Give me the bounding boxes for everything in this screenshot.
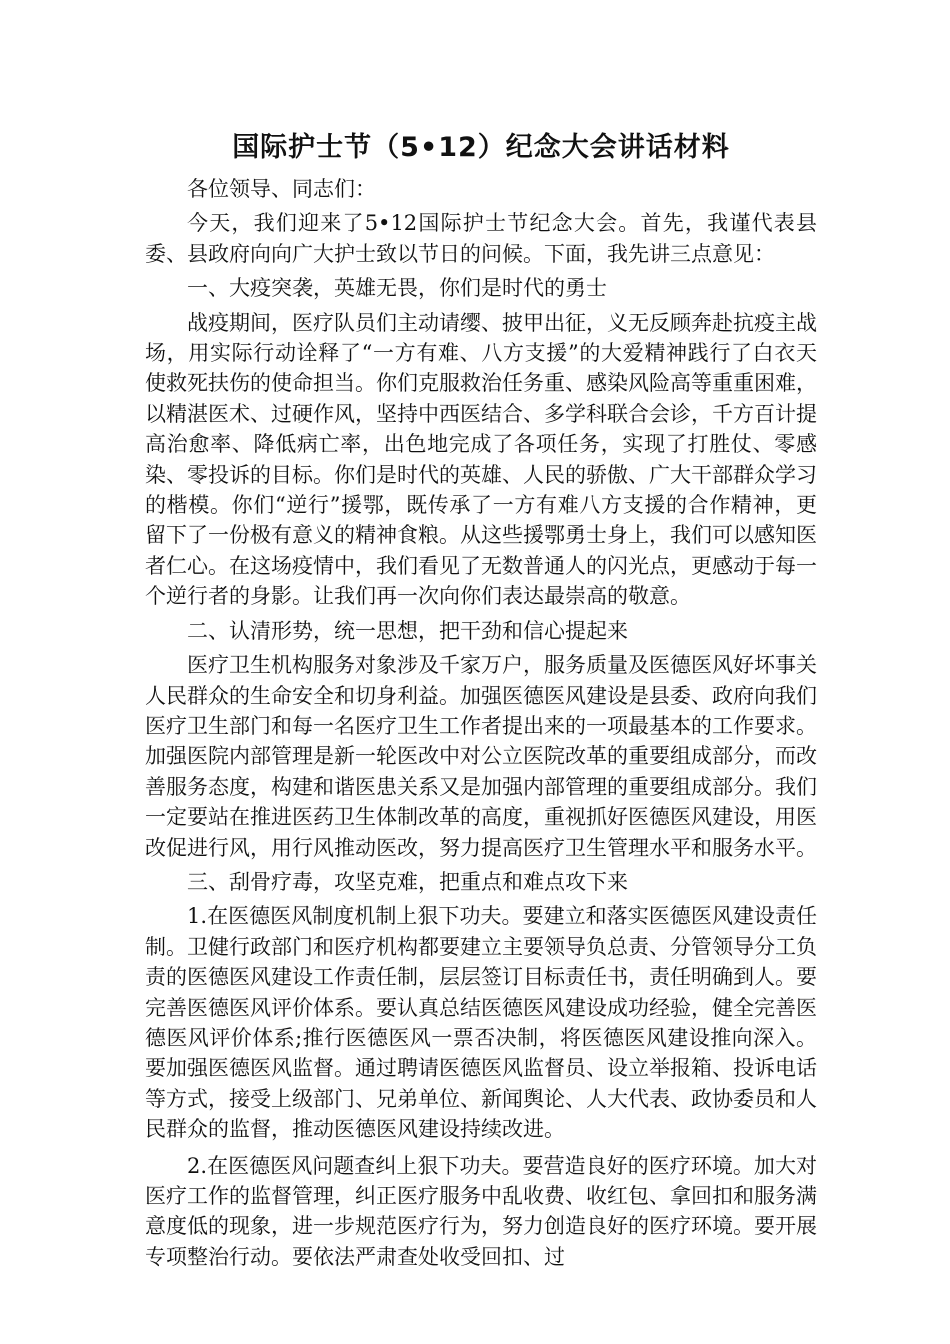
section-2-body: 医疗卫生机构服务对象涉及千家万户，服务质量及医德医风好坏事关人民群众的生命安全和切身利益。加强医德医风建设是县委、政府向我们医疗卫生部门和每一名医疗卫生工作者提出来的一项最基本的工作要求。加强医院内部管理是新一轮医改中对公立医院改革的重要组成部分，而改善服务态度，构建和谐医患关系又是加强内部管理的重要组成部分。我们一定要站在推进医药卫生体制改革的高度，重视抓好医德医风建设，用医改促进行风，用行风推动医改，努力提高医疗卫生管理水平和服务水平。	[145, 653, 817, 860]
section-heading-2: 二、认清形势，统一思想，把干劲和信心提起来	[187, 618, 628, 643]
section-3-item-1: 1.在医德医风制度机制上狠下功夫。要建立和落实医德医风建设责任制。卫健行政部门和医疗机构都要建立主要领导负总责、分管领导分工负责的医德医风建设工作责任制，层层签订目标责任书，责任明确到人。要完善医德医风评价体系。要认真总结医德医风建设成功经验，健全完善医德医风评价体系;推行医德医风一票否决制，将医德医风建设推向深入。要加强医德医风监督。通过聘请医德医风监督员、设立举报箱、投诉电话等方式，接受上级部门、兄弟单位、新闻舆论、人大代表、政协委员和人民群众的监督，推动医德医风建设持续改进。	[145, 904, 817, 1142]
section-heading-1: 一、大疫突袭，英雄无畏，你们是时代的勇士	[187, 276, 607, 301]
document-page	[145, 128, 817, 1276]
section-3-item-2: 2.在医德医风问题查纠上狠下功夫。要营造良好的医疗环境。加大对医疗工作的监督管理，纠正医疗服务中乱收费、收红包、拿回扣和服务满意度低的现象，进一步规范医疗行为，努力创造良好的医疗环境。要开展专项整治行动。要依法严肃查处收受回扣、过	[145, 1153, 817, 1269]
salutation: 各位领导、同志们：	[187, 177, 376, 201]
document-title: 国际护士节（5•12）纪念大会讲话材料	[232, 132, 730, 163]
section-heading-3: 三、刮骨疗毒，攻坚克难，把重点和难点攻下来	[187, 869, 628, 894]
opening-paragraph: 今天，我们迎来了5•12国际护士节纪念大会。首先，我谨代表县委、县政府向向广大护士致以节日的问候。下面，我先讲三点意见：	[145, 211, 817, 266]
section-1-body: 战疫期间，医疗队员们主动请缨、披甲出征，义无反顾奔赴抗疫主战场，用实际行动诠释了“一方有难、八方支援”的大爱精神践行了白衣天使救死扶伤的使命担当。你们克服救治任务重、感染风险高等重重困难，以精湛医术、过硬作风，坚持中西医结合、多学科联合会诊，千方百计提高治愈率、降低病亡率，出色地完成了各项任务，实现了打胜仗、零感染、零投诉的目标。你们是时代的英雄、人民的骄傲、广大干部群众学习的楷模。你们“逆行”援鄂，既传承了一方有难八方支援的合作精神，更留下了一份极有意义的精神食粮。从这些援鄂勇士身上，我们可以感知医者仁心。在这场疫情中，我们看见了无数普通人的闪光点，更感动于每一个逆行者的身影。让我们再一次向你们表达最崇高的敬意。	[145, 310, 817, 609]
